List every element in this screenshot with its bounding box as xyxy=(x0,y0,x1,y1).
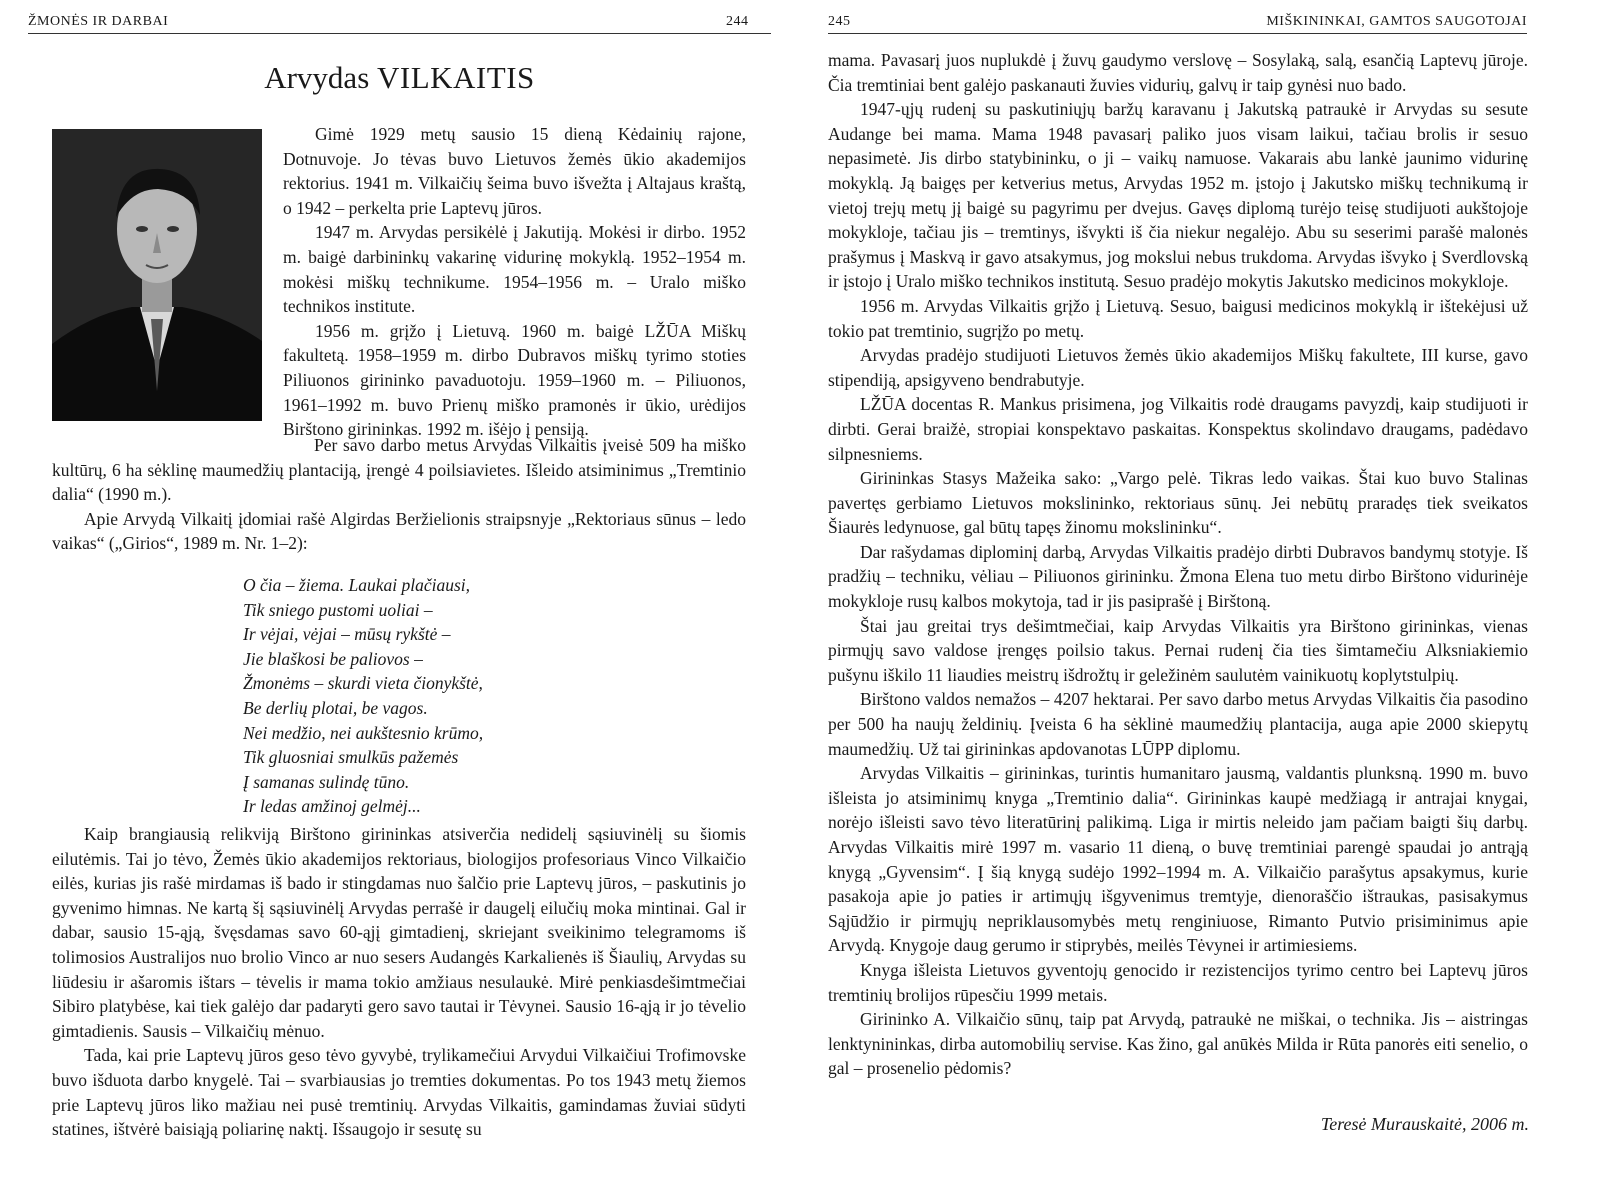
portrait-image xyxy=(52,129,262,421)
page-number-right: 245 xyxy=(828,14,851,29)
poem-line: Žmonėms – skurdi vieta čionykštė, xyxy=(243,673,483,694)
body-paragraph: Birštono valdos nemažos – 4207 hektarai. Per savo darbo metus Arvydas Vilkaitis čia pasodino per 500 ha naujų želdinių. Įveista 6 ha sėklinė maumedžių plantacija, auga apie 2000 skiepytų maumedžių. Už tai girininkas apdovanotas LŪPP diplomu. xyxy=(828,689,1528,759)
right-body-text xyxy=(828,48,1528,1081)
poem-line: Nei medžio, nei aukštesnio krūmo, xyxy=(243,722,484,743)
poem-line: Tik sniego pustomi uoliai – xyxy=(243,599,433,620)
body-paragraph: Kaip brangiausią relikviją Birštono girininkas atsiverčia nedidelį sąsiuvinėlį su šiomis eilutėmis. Tai jo tėvo, Žemės ūkio akademijos rektoriaus, biologijos profesoriaus Vinco Vilkaičio eilės, kurias jis rašė mirdamas iš bado ir stingdamas nuo šalčio prie Laptevų jūros, – paskutinis jo gyvenimo himnas. Ne kartą šį sąsiuvinėlį Arvydas perrašė ir daugelį eilučių moka mintinai. Gal ir dabar, sausio 15-ąją, švęsdamas savo 60-ąjį gimtadienį, skriejant sveikinimo telegramoms iš tolimosios Australijos nuo brolio Vinco ar nuo sesers Audangės Karkalienės iš Šiaulių, Arvydas su liūdesiu ir ašaromis ištars – tėvelis ir mama tokio amžiaus nesulaukė. Mirė penkiasdešimtmečiai Sibiro platybėse, kai tiek galėjo dar padaryti gero savo tautai ir Tėvynei. Sausio 16-ąją ir jo tėvelio gimtadienis. Sausis – Vilkaičių mėnuo. xyxy=(52,824,746,1041)
poem-line: O čia – žiema. Laukai plačiausi, xyxy=(243,575,470,595)
intro-text xyxy=(283,122,746,442)
header-rule xyxy=(28,33,771,34)
poem-line: Jie blaškosi be paliovos – xyxy=(243,648,423,669)
body-text-upper xyxy=(52,433,746,556)
portrait-photo xyxy=(52,129,262,421)
running-header-right: MIŠKININKAI, GAMTOS SAUGOTOJAI xyxy=(1266,14,1527,29)
body-paragraph: Arvydas Vilkaitis – girininkas, turintis humanitaro jausmą, valdantis plunksną. 1990 m. buvo išleista jo atsiminimų knyga „Tremtinio dalia“. Girininkas kaupė medžiagą ir antrajai knygai, norėjo išleisti savo tėvo literatūrinį palikimą. Liga ir mirtis neleido jam pačiam baigti šių darbų. Arvydas Vilkaitis mirė 1997 m. vasario 11 dieną, o buvę tremtiniai parengė spaudai jo antrąją knygą „Gyvensim“. Į šią knygą sudėjo 1992–1994 m. A. Vilkaičio parašytus apsakymus, kurie pasakoja apie jo paties ir artimųjų išgyvenimus tremtyje, dienoraščio ištraukas, pasisakymus Sąjūdžio ir pirmųjų nepriklausomybės metų renginiuose, Rimanto Putvio prisiminimus apie Arvydą. Knygoje daug gerumo ir stiprybės, meilės Tėvynei ir artimiesiems. xyxy=(828,763,1528,956)
body-paragraph: Štai jau greitai trys dešimtmečiai, kaip Arvydas Vilkaitis yra Birštono girininkas, vienas pirmųjų savo valdose įrengęs poilsio takus. Pernai rudenį čia ties šimtamečiu Alksniakiemio pušynu iškilo 11 liaudies meistrų išdrožtų ir geležinėm saulutėm vainikuotų koplytstulpių. xyxy=(828,615,1528,685)
right-page-header xyxy=(828,8,1527,32)
poem-excerpt xyxy=(243,573,483,819)
running-header-left: ŽMONĖS IR DARBAI xyxy=(28,14,169,29)
title-last-name: VILKAITIS xyxy=(377,60,535,95)
poem-line: Ir ledas amžinoj gelmėj... xyxy=(243,796,421,817)
body-paragraph: 1956 m. Arvydas Vilkaitis grįžo į Lietuvą. Sesuo, baigusi medicinos mokyklą ir ištekėjusi už tokio pat tremtinio, sugrįžo po metų. xyxy=(828,295,1528,341)
body-paragraph: 1947-ųjų rudenį su paskutiniųjų baržų karavanu į Jakutską patraukė ir Arvydas su sesute Audange bei mama. Mama 1948 pavasarį paliko juos visam laikui, tačiau brolis ir sesuo nepasimetė. Jis dirbo statybininku, o ji – vaikų namuose. Vakarais abu lankė jaunimo vidurinę mokyklą. Ją baigęs per ketverius metus, Arvydas 1952 m. įstojo į Jakutsko miškų technikumą ir vietoj trejų metų jį baigė su pagyrimu per dvejus. Gavęs diplomą turėjo teisę studijuoti aukštojoje mokykloje, tačiau jis – tremtinys, išvykti iš čia niekur negalėjo. Abu su seserimi parašė malonės prašymus į Maskvą ir gavo atsakymus, jog mokslui nebus trukdoma. Arvydas išvyko į Sverdlovską ir įstojo į Uralo miško technikos institutą. Sesuo pradėjo mokytis Jakutsko medicinos mokykloje. xyxy=(828,99,1528,292)
poem-line: Tik gluosniai smulkūs pažemės xyxy=(243,747,459,768)
body-paragraph: Knyga išleista Lietuvos gyventojų genocido ir rezistencijos tyrimo centro bei Laptevų jūros tremtinių brolijos rūpesčiu 1999 metais. xyxy=(828,959,1528,1005)
left-page xyxy=(0,0,799,1178)
author-signature: Teresė Murauskaitė, 2006 m. xyxy=(1320,1114,1529,1134)
body-paragraph: LŽŪA docentas R. Mankus prisimena, jog Vilkaitis rodė draugams pavyzdį, kaip studijuoti ir dirbti. Gerai braižė, stropiai konspektavo paskaitas. Konspektus skolindavo draugams, padėdavo silpnesniems. xyxy=(828,394,1528,464)
header-rule xyxy=(828,33,1527,34)
body-paragraph: Dar rašydamas diplominį darbą, Arvydas Vilkaitis pradėjo dirbti Dubravos bandymų stotyje. Iš pradžių – techniku, vėliau – Piliuonos girininku. Žmona Elena tuo metu dirbo Birštono vidurinėje mokykloje rusų kalbos mokytoja, tad ir jis pasiprašė į Birštoną. xyxy=(828,541,1528,612)
body-paragraph: Girininko A. Vilkaičio sūnų, taip pat Arvydą, patraukė ne miškai, o technika. Jis – aistringas lenktynininkas, dirba automobilių servise. Kas žino, gal anūkės Milda ir Rūta panorės eiti senelio, o gal – prosenelio pėdomis? xyxy=(828,1009,1528,1079)
right-page xyxy=(806,0,1599,1178)
intro-paragraph: Gimė 1929 metų sausio 15 dieną Kėdainių rajone, Dotnuvoje. Jo tėvas buvo Lietuvos žemės ūkio akademijos rektorius. 1941 m. Vilkaičių šeima buvo išvežta į Altajaus kraštą, o 1942 – perkelta prie Laptevų jūros. xyxy=(283,124,746,218)
left-page-header xyxy=(28,8,771,32)
title-first-name: Arvydas xyxy=(264,60,370,95)
intro-paragraph: 1947 m. Arvydas persikėlė į Jakutiją. Mokėsi ir dirbo. 1952 m. baigė darbininkų vakarinę vidurinę mokyklą. 1952–1954 m. mokėsi miškų technikume. 1954–1956 m. – Uralo miško technikos institute. xyxy=(283,222,746,317)
body-paragraph: Tada, kai prie Laptevų jūros geso tėvo gyvybė, trylikamečiui Arvydui Vilkaičiui Trofimovske buvo išduota darbo knygelė. Tai – svarbiausias jo tremties dokumentas. Po tos 1943 metų žiemos prie Laptevų jūros liko mažiau nei pusė tremtinių. Arvydas Vilkaitis, gamindamas žuviai sūdyti statines, ištvėrė baisiąją poliarinę naktį. Išsaugojo ir sesutę su xyxy=(52,1045,746,1140)
body-paragraph: Arvydas pradėjo studijuoti Lietuvos žemės ūkio akademijos Miškų fakultete, III kurse, gavo stipendiją, apsigyveno bendrabutyje. xyxy=(828,345,1528,390)
body-paragraph: Girininkas Stasys Mažeika sako: „Vargo pelė. Tikras ledo vaikas. Štai kuo buvo Stalinas pavertęs gerbiamo Lietuvos mokslininko, rektoriaus sūnų. Jei nebūtų praradęs tiek sveikatos Šiaurės ledynuose, gal būtų tapęs žinomu mokslininku“. xyxy=(828,468,1528,538)
body-paragraph: Per savo darbo metus Arvydas Vilkaitis įveisė 509 ha miško kultūrų, 6 ha sėklinę maumedžių plantaciją, įrengė 4 poilsiavietes. Išleido atsiminimus „Tremtinio dalia“ (1990 m.). xyxy=(52,435,746,505)
body-text-lower xyxy=(52,822,746,1142)
body-paragraph: mama. Pavasarį juos nuplukdė į žuvų gaudymo verslovę – Sosylaką, salą, esančią Laptevų jūroje. Čia tremtiniai bent galėjo paskanauti žuvies vidurių, galvų ir taip gynėsi nuo bado. xyxy=(828,50,1528,95)
poem-line: Be derlių plotai, be vagos. xyxy=(243,697,428,718)
article-title xyxy=(0,60,799,96)
page-number-left: 244 xyxy=(726,14,749,29)
poem-line: Į samanas sulindę tūno. xyxy=(243,771,410,792)
poem-line: Ir vėjai, vėjai – mūsų rykštė – xyxy=(243,624,451,645)
intro-paragraph: 1956 m. grįžo į Lietuvą. 1960 m. baigė LŽŪA Miškų fakultetą. 1958–1959 m. dirbo Dubravos miškų tyrimo stoties Piliuonos girininko pavaduotoju. 1959–1960 m. – Piliuonos, 1961–1992 m. buvo Prienų miško pramonės ir ūkio, urėdijos Birštono girininkas. 1992 m. išėjo į pensiją. xyxy=(283,320,746,440)
body-paragraph: Apie Arvydą Vilkaitį įdomiai rašė Algirdas Beržielionis straipsnyje „Rektoriaus sūnus – ledo vaikas“ („Girios“, 1989 m. Nr. 1–2): xyxy=(52,508,746,554)
